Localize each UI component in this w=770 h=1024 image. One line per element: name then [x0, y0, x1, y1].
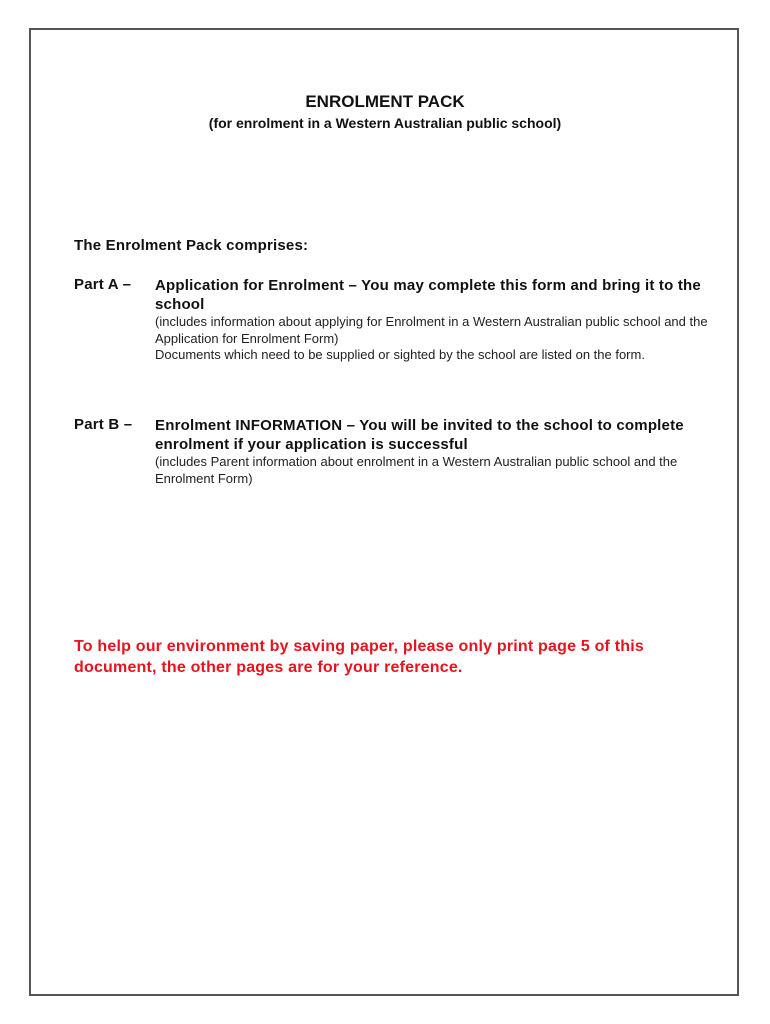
part-b-label: Part B –: [74, 416, 133, 433]
document-title: ENROLMENT PACK: [305, 92, 465, 111]
part-a-body: [155, 276, 715, 364]
document-subtitle: (for enrolment in a Western Australian public school): [208, 115, 562, 131]
part-a-note-2: Documents which need to be supplied or sighted by the school are listed on the form.: [155, 347, 645, 362]
page-border: [29, 28, 739, 996]
part-a-note-1: (includes information about applying for Enrolment in a Western Australian public school and the Application for Enrolment Form): [155, 314, 708, 346]
part-a-label: Part A –: [74, 276, 132, 293]
comprises-heading: The Enrolment Pack comprises:: [74, 237, 309, 254]
part-b-note-1: (includes Parent information about enrolment in a Western Australian public school and the Enrolment Form): [155, 454, 678, 486]
part-b-heading: Enrolment INFORMATION – You will be invited to the school to complete enrolment if your application is successful: [155, 417, 684, 453]
part-a-heading: Application for Enrolment – You may complete this form and bring it to the school: [155, 277, 701, 313]
print-notice: To help our environment by saving paper, please only print page 5 of this document, the other pages are for your reference.: [74, 638, 644, 676]
part-b-body: [155, 416, 715, 487]
